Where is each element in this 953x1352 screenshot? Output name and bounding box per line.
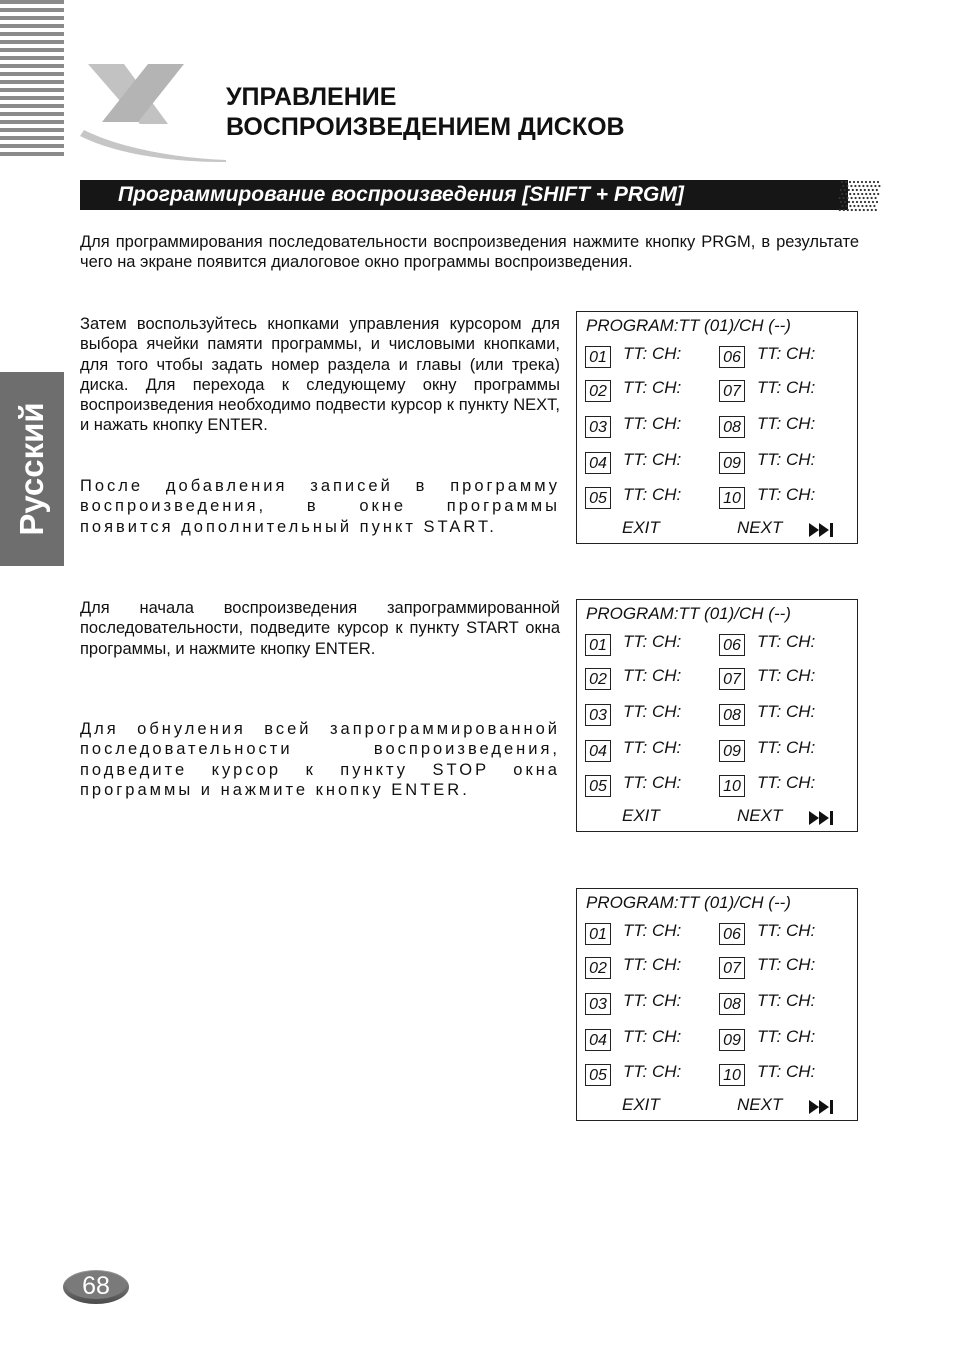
slot-number: 09	[719, 452, 745, 474]
slot-label: TT: CH:	[757, 1062, 816, 1081]
slot-number: 04	[585, 1029, 611, 1051]
slot-number: 01	[585, 346, 611, 368]
page-number: 68	[82, 1272, 110, 1300]
slot-label: TT: CH:	[757, 773, 816, 792]
section-bar	[80, 180, 848, 210]
slot-number: 08	[719, 704, 745, 726]
x-logo-icon	[80, 62, 230, 162]
slot-label: TT: CH:	[757, 921, 816, 940]
slot-label: TT: CH:	[757, 450, 816, 469]
slot-label: TT: CH:	[623, 632, 682, 651]
slot-number: 09	[719, 1029, 745, 1051]
language-label: Русский	[13, 402, 50, 536]
section-title: Программирование воспроизведения [SHIFT + PRGM]	[118, 183, 684, 206]
page-title-line1: УПРАВЛЕНИЕ	[226, 83, 397, 111]
stripe	[0, 120, 64, 124]
slot-number: 03	[585, 993, 611, 1015]
slot-label: TT: CH:	[623, 1027, 682, 1046]
slot-number: 01	[585, 634, 611, 656]
slot-label: TT: CH:	[623, 773, 682, 792]
slot-label: TT: CH:	[757, 666, 816, 685]
page-title-line2: ВОСПРОИЗВЕДЕНИЕМ ДИСКОВ	[226, 113, 625, 141]
slot-label: TT: CH:	[757, 344, 816, 363]
stripe	[0, 72, 64, 76]
stripe	[0, 112, 64, 116]
slot-label: TT: CH:	[757, 955, 816, 974]
stripe	[0, 0, 64, 4]
slot-number: 10	[719, 1064, 745, 1086]
stripe	[0, 56, 64, 60]
slot-label: TT: CH:	[623, 344, 682, 363]
slot-label: TT: CH:	[623, 414, 682, 433]
slot-number: 08	[719, 993, 745, 1015]
fast-forward-icon	[807, 1099, 835, 1115]
exit-button[interactable]: EXIT	[622, 806, 660, 825]
program-dialog	[576, 311, 858, 544]
slot-number: 03	[585, 704, 611, 726]
slot-number: 05	[585, 487, 611, 509]
exit-button[interactable]: EXIT	[622, 518, 660, 537]
stripe	[0, 152, 64, 156]
slot-number: 08	[719, 416, 745, 438]
slot-number: 05	[585, 775, 611, 797]
slot-label: TT: CH:	[757, 485, 816, 504]
slot-label: TT: CH:	[757, 738, 816, 757]
slot-number: 04	[585, 452, 611, 474]
paragraph-navigation: Затем воспользуйтесь кнопками управления курсором для выбора ячейки памяти программы, и числовыми кнопками, для того чтобы задать номер раздела и главы (или трека) диска. Для перехода к следующему окну программы воспроизведения необходимо подвести курсор к пункту NEXT, и нажать кнопку ENTER.	[80, 315, 560, 435]
stripe	[0, 64, 64, 68]
slot-number: 05	[585, 1064, 611, 1086]
slot-number: 10	[719, 775, 745, 797]
slot-number: 06	[719, 923, 745, 945]
slot-label: TT: CH:	[757, 378, 816, 397]
stripe	[0, 48, 64, 52]
corner-stripes	[0, 0, 64, 162]
slot-label: TT: CH:	[623, 1062, 682, 1081]
slot-number: 07	[719, 380, 745, 402]
stripe	[0, 16, 64, 20]
slot-number: 10	[719, 487, 745, 509]
slot-label: TT: CH:	[623, 485, 682, 504]
exit-button[interactable]: EXIT	[622, 1095, 660, 1114]
slot-label: TT: CH:	[623, 702, 682, 721]
slot-label: TT: CH:	[623, 738, 682, 757]
stripe	[0, 32, 64, 36]
slot-number: 03	[585, 416, 611, 438]
slot-number: 06	[719, 634, 745, 656]
slot-label: TT: CH:	[623, 955, 682, 974]
stripe	[0, 24, 64, 28]
slot-number: 02	[585, 668, 611, 690]
slot-number: 07	[719, 668, 745, 690]
language-side-tab	[0, 372, 64, 566]
paragraph-clear-program: Для обнуления всей запрограммированной последовательности воспроизведения, подведите курсор к пункту STOP окна программы и нажмите кнопку ENTER.	[80, 720, 560, 799]
slot-number: 06	[719, 346, 745, 368]
stripe	[0, 128, 64, 132]
intro-paragraph: Для программирования последовательности воспроизведения нажмите кнопку PRGM, в результате чего на экране появится диалоговое окно программы воспроизведения.	[80, 233, 859, 272]
slot-label: TT: CH:	[623, 666, 682, 685]
slot-label: TT: CH:	[623, 378, 682, 397]
paragraph-start-playback: Для начала воспроизведения запрограммированной последовательности, подведите курсор к пункту START окна программы, и нажмите кнопку ENTER.	[80, 599, 560, 658]
slot-label: TT: CH:	[623, 450, 682, 469]
slot-number: 02	[585, 380, 611, 402]
program-dialog-header: PROGRAM:TT (01)/CH (--)	[586, 604, 791, 623]
next-button[interactable]: NEXT	[737, 1095, 783, 1114]
stripe	[0, 96, 64, 100]
program-dialog	[576, 599, 858, 832]
slot-label: TT: CH:	[757, 1027, 816, 1046]
slot-label: TT: CH:	[757, 702, 816, 721]
slot-label: TT: CH:	[623, 921, 682, 940]
dot-pattern-icon	[838, 179, 882, 213]
fast-forward-icon	[807, 522, 835, 538]
page-title	[226, 82, 625, 142]
stripe	[0, 104, 64, 108]
slot-label: TT: CH:	[757, 414, 816, 433]
program-dialog-header: PROGRAM:TT (01)/CH (--)	[586, 316, 791, 335]
stripe	[0, 80, 64, 84]
slot-number: 04	[585, 740, 611, 762]
slot-label: TT: CH:	[757, 632, 816, 651]
slot-label: TT: CH:	[623, 991, 682, 1010]
slot-label: TT: CH:	[757, 991, 816, 1010]
slot-number: 01	[585, 923, 611, 945]
stripe	[0, 40, 64, 44]
slot-number: 02	[585, 957, 611, 979]
slot-number: 09	[719, 740, 745, 762]
program-dialog-header: PROGRAM:TT (01)/CH (--)	[586, 893, 791, 912]
next-button[interactable]: NEXT	[737, 806, 783, 825]
program-dialog	[576, 888, 858, 1121]
next-button[interactable]: NEXT	[737, 518, 783, 537]
stripe	[0, 8, 64, 12]
slot-number: 07	[719, 957, 745, 979]
fast-forward-icon	[807, 810, 835, 826]
stripe	[0, 136, 64, 140]
paragraph-start-item: После добавления записей в программу воспроизведения, в окне программы появится дополнительный пункт START.	[80, 477, 560, 536]
stripe	[0, 88, 64, 92]
stripe	[0, 144, 64, 148]
